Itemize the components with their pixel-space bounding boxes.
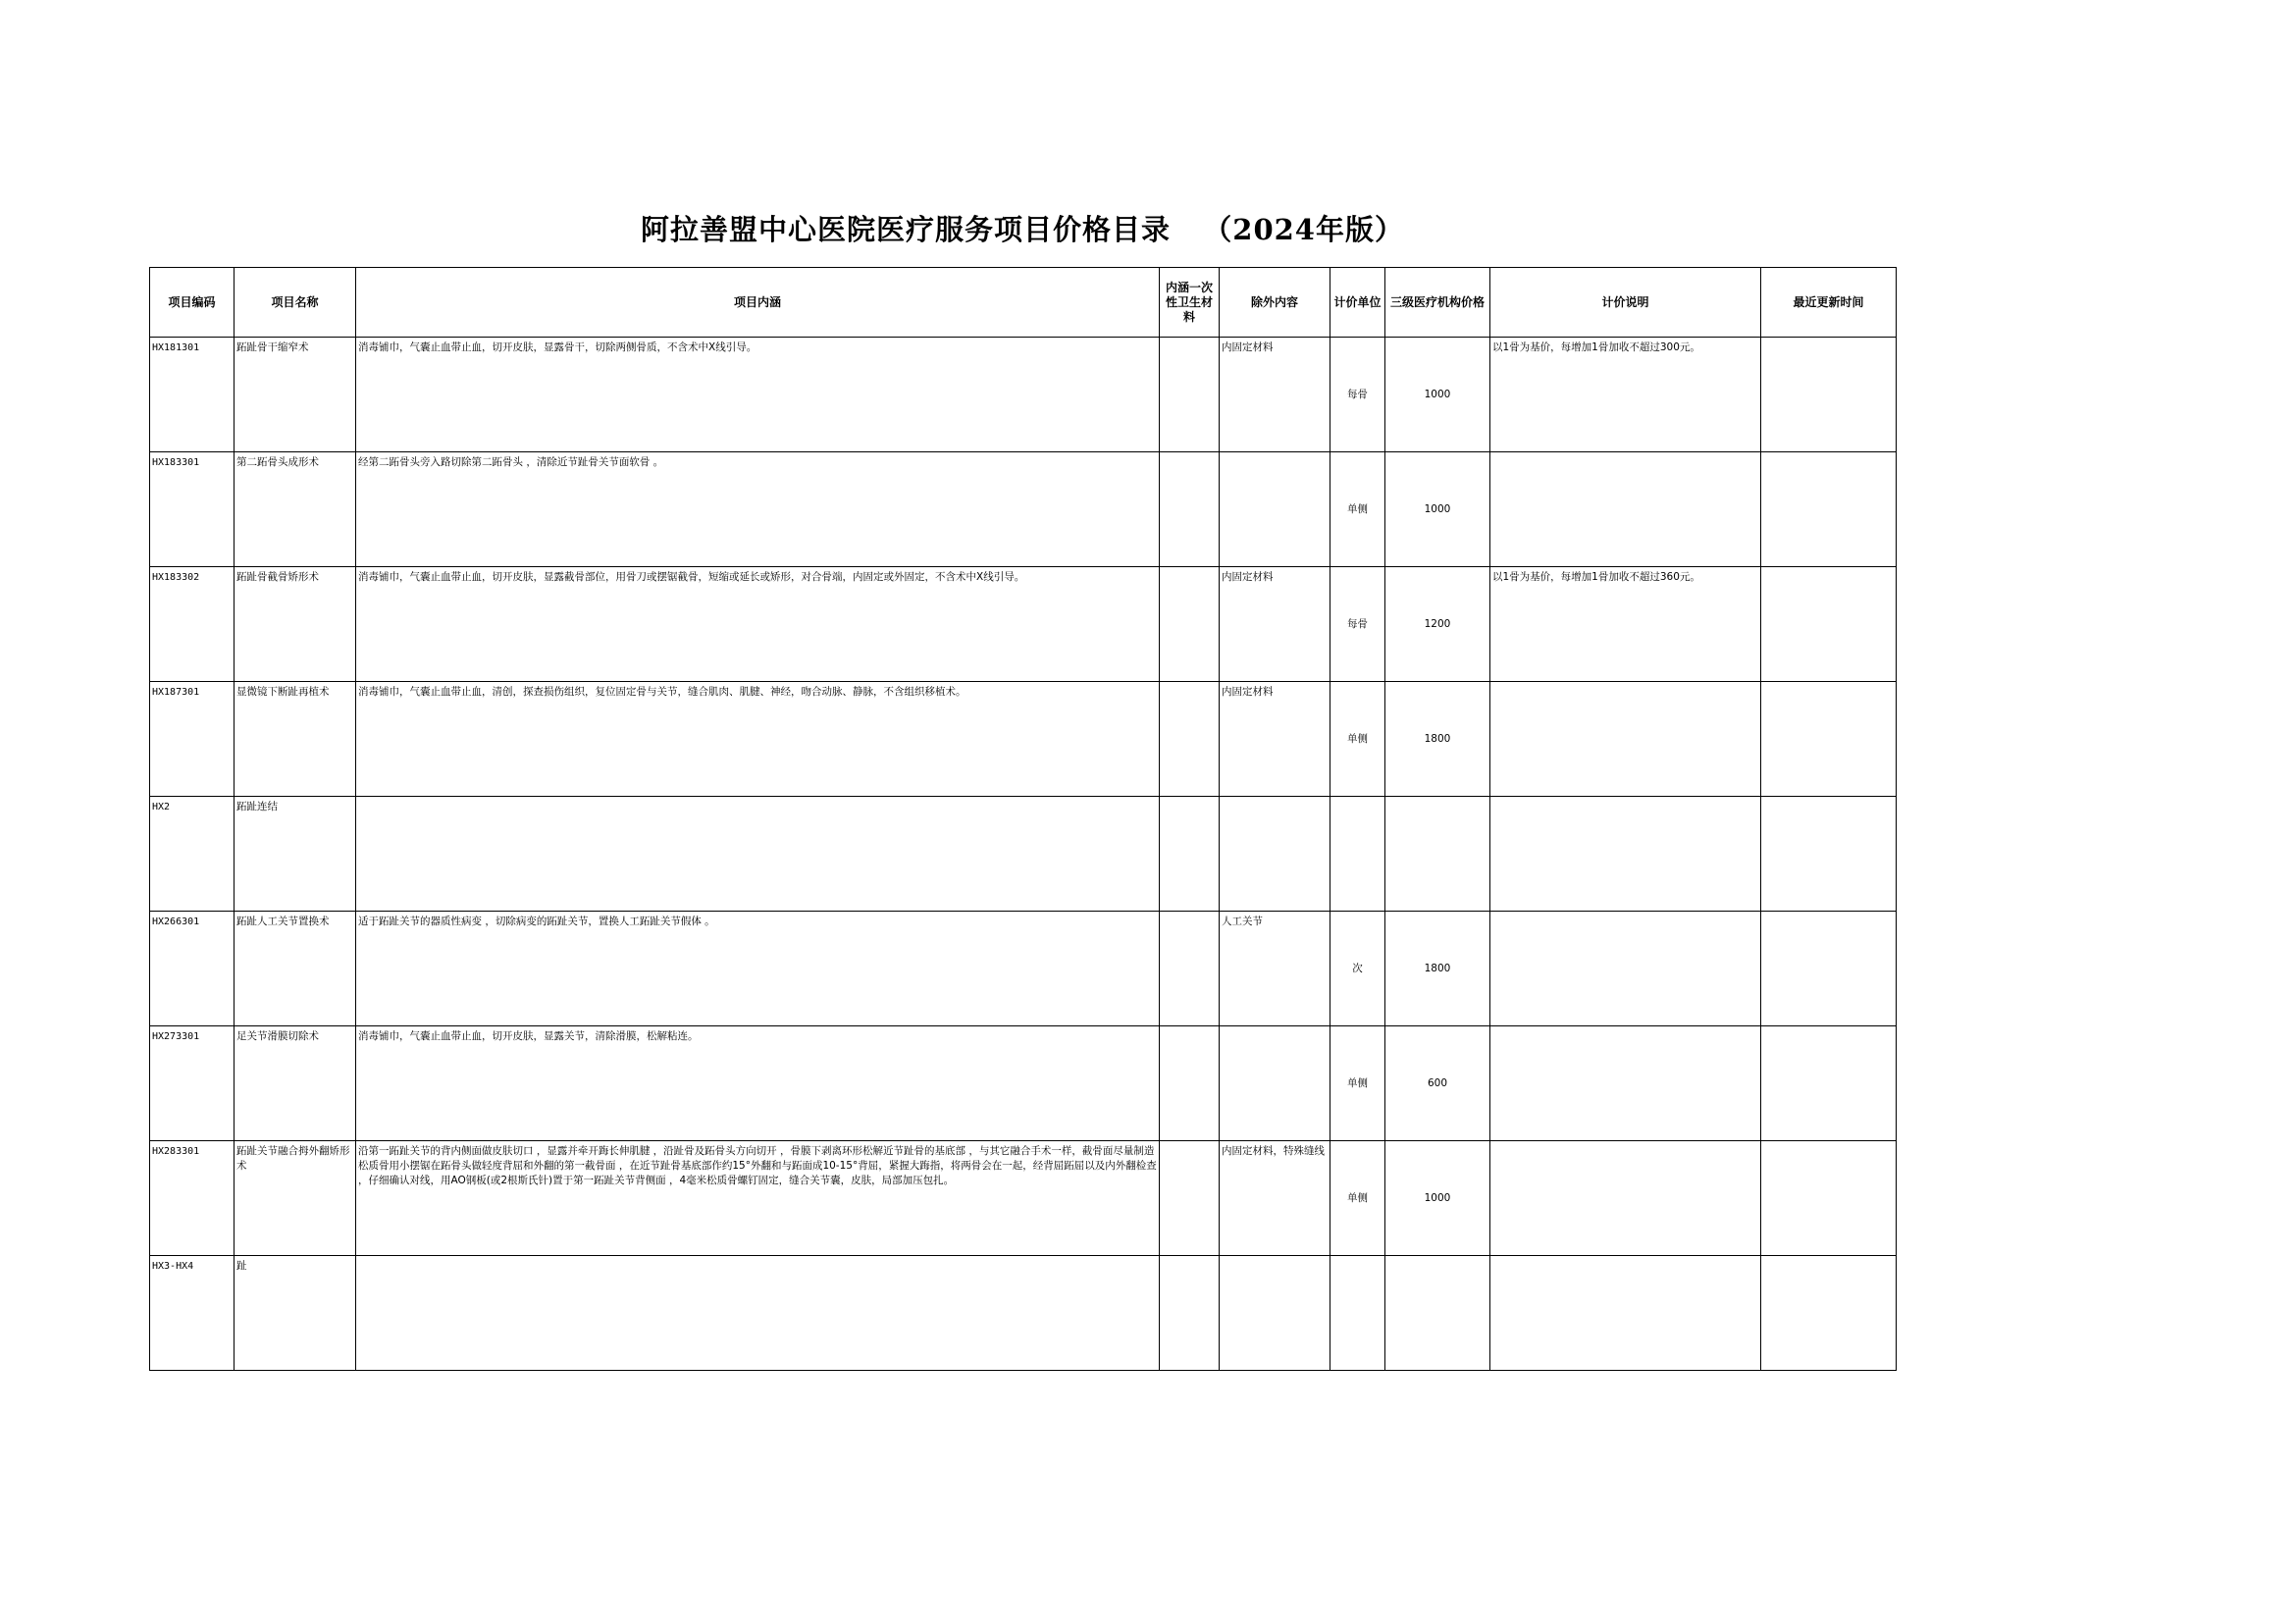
- cell-code: HX187301: [150, 682, 235, 797]
- cell-unit: 单侧: [1330, 682, 1385, 797]
- cell-disposables: [1160, 1141, 1220, 1256]
- cell-disposables: [1160, 1256, 1220, 1371]
- cell-updated: [1761, 912, 1897, 1026]
- cell-unit: [1330, 1256, 1385, 1371]
- column-header-pricing-note: 计价说明: [1490, 268, 1761, 338]
- cell-updated: [1761, 452, 1897, 567]
- cell-content: 消毒铺巾，气囊止血带止血，切开皮肤，显露骨干，切除两侧骨质，不含术中X线引导。: [356, 338, 1160, 452]
- cell-content: 消毒铺巾，气囊止血带止血，切开皮肤，显露截骨部位，用骨刀或摆锯截骨，短缩或延长或矫形，对合骨端，内固定或外固定，不含术中X线引导。: [356, 567, 1160, 682]
- cell-unit: 单侧: [1330, 1141, 1385, 1256]
- cell-exclusions: 内固定材料: [1220, 682, 1330, 797]
- column-header-code: 项目编码: [150, 268, 235, 338]
- column-header-updated: 最近更新时间: [1761, 268, 1897, 338]
- cell-name: 跖趾骨干缩窄术: [235, 338, 356, 452]
- cell-name: 趾: [235, 1256, 356, 1371]
- cell-code: HX3-HX4: [150, 1256, 235, 1371]
- cell-updated: [1761, 567, 1897, 682]
- cell-price: 1800: [1385, 912, 1490, 1026]
- cell-exclusions: [1220, 452, 1330, 567]
- cell-disposables: [1160, 912, 1220, 1026]
- cell-content: 沿第一跖趾关节的背内侧面做皮肤切口 ，显露并牵开踇长伸肌腱 ，沿趾骨及跖骨头方向切开 ，骨膜下剥离环形松解近节趾骨的基底部 ，与其它融合手术一样，截骨面尽量制造松质骨用小摆锯在跖骨头做轻度背屈和外翻的第一截骨面 ，在近节趾骨基底部作约15°外翻和与跖面成10-15°背屈，紧握大踇指，将两骨会在一起，经背屈跖屈以及内外翻检查 ，仔细确认对线，用AO钢板(或2根斯氏针)置于第一跖趾关节背侧面 ，4毫米松质骨螺钉固定，缝合关节囊，皮肤，局部加压包扎。: [356, 1141, 1160, 1256]
- cell-disposables: [1160, 338, 1220, 452]
- document-title: 阿拉善盟中心医院医疗服务项目价格目录 （2024年版）: [640, 213, 1404, 246]
- cell-updated: [1761, 338, 1897, 452]
- cell-updated: [1761, 1141, 1897, 1256]
- cell-content: 消毒铺巾，气囊止血带止血，切开皮肤，显露关节，清除滑膜，松解粘连。: [356, 1026, 1160, 1141]
- column-header-unit: 计价单位: [1330, 268, 1385, 338]
- price-table: [149, 267, 1897, 1371]
- cell-unit: 次: [1330, 912, 1385, 1026]
- table-row: [150, 338, 1897, 452]
- cell-code: HX266301: [150, 912, 235, 1026]
- cell-disposables: [1160, 682, 1220, 797]
- cell-name: 足关节滑膜切除术: [235, 1026, 356, 1141]
- cell-price: 600: [1385, 1026, 1490, 1141]
- cell-code: HX183301: [150, 452, 235, 567]
- cell-exclusions: 人工关节: [1220, 912, 1330, 1026]
- cell-pricing-note: [1490, 797, 1761, 912]
- cell-unit: 每骨: [1330, 338, 1385, 452]
- cell-pricing-note: 以1骨为基价，每增加1骨加收不超过360元。: [1490, 567, 1761, 682]
- cell-pricing-note: 以1骨为基价，每增加1骨加收不超过300元。: [1490, 338, 1761, 452]
- table-row: [150, 567, 1897, 682]
- cell-content: 经第二跖骨头旁入路切除第二跖骨头 ，清除近节趾骨关节面软骨 。: [356, 452, 1160, 567]
- cell-exclusions: [1220, 797, 1330, 912]
- cell-code: HX273301: [150, 1026, 235, 1141]
- cell-updated: [1761, 682, 1897, 797]
- cell-updated: [1761, 1256, 1897, 1371]
- cell-code: HX283301: [150, 1141, 235, 1256]
- cell-exclusions: [1220, 1256, 1330, 1371]
- cell-pricing-note: [1490, 1026, 1761, 1141]
- table-row: [150, 1026, 1897, 1141]
- cell-name: 跖趾关节融合拇外翻矫形术: [235, 1141, 356, 1256]
- cell-name: 第二跖骨头成形术: [235, 452, 356, 567]
- cell-price: 1000: [1385, 338, 1490, 452]
- cell-content: 消毒铺巾，气囊止血带止血，清创，探查损伤组织，复位固定骨与关节，缝合肌肉、肌腱、神经，吻合动脉、静脉，不含组织移植术。: [356, 682, 1160, 797]
- column-header-price: 三级医疗机构价格: [1385, 268, 1490, 338]
- cell-exclusions: [1220, 1026, 1330, 1141]
- cell-pricing-note: [1490, 682, 1761, 797]
- table-row: [150, 912, 1897, 1026]
- table-header-row: [150, 268, 1897, 338]
- cell-disposables: [1160, 452, 1220, 567]
- cell-price: [1385, 797, 1490, 912]
- cell-price: 1000: [1385, 1141, 1490, 1256]
- cell-updated: [1761, 1026, 1897, 1141]
- cell-price: [1385, 1256, 1490, 1371]
- cell-updated: [1761, 797, 1897, 912]
- cell-code: HX183302: [150, 567, 235, 682]
- cell-unit: 每骨: [1330, 567, 1385, 682]
- table-row: [150, 1256, 1897, 1371]
- cell-disposables: [1160, 797, 1220, 912]
- cell-code: HX181301: [150, 338, 235, 452]
- cell-price: 1000: [1385, 452, 1490, 567]
- cell-exclusions: 内固定材料，特殊缝线: [1220, 1141, 1330, 1256]
- cell-disposables: [1160, 567, 1220, 682]
- cell-code: HX2: [150, 797, 235, 912]
- cell-price: 1200: [1385, 567, 1490, 682]
- column-header-exclusions: 除外内容: [1220, 268, 1330, 338]
- cell-pricing-note: [1490, 1141, 1761, 1256]
- cell-name: 跖趾连结: [235, 797, 356, 912]
- cell-content: [356, 1256, 1160, 1371]
- cell-exclusions: 内固定材料: [1220, 567, 1330, 682]
- cell-unit: [1330, 797, 1385, 912]
- cell-pricing-note: [1490, 912, 1761, 1026]
- column-header-content: 项目内涵: [356, 268, 1160, 338]
- cell-price: 1800: [1385, 682, 1490, 797]
- table-row: [150, 682, 1897, 797]
- column-header-name: 项目名称: [235, 268, 356, 338]
- cell-pricing-note: [1490, 452, 1761, 567]
- cell-name: 跖趾人工关节置换术: [235, 912, 356, 1026]
- cell-pricing-note: [1490, 1256, 1761, 1371]
- column-header-disposables: 内涵一次性卫生材料: [1160, 268, 1220, 338]
- cell-name: 跖趾骨截骨矫形术: [235, 567, 356, 682]
- table-row: [150, 1141, 1897, 1256]
- table-row: [150, 452, 1897, 567]
- cell-unit: 单侧: [1330, 452, 1385, 567]
- cell-content: 适于跖趾关节的器质性病变 ，切除病变的跖趾关节，置换人工跖趾关节假体 。: [356, 912, 1160, 1026]
- cell-unit: 单侧: [1330, 1026, 1385, 1141]
- cell-content: [356, 797, 1160, 912]
- cell-name: 显微镜下断趾再植术: [235, 682, 356, 797]
- cell-disposables: [1160, 1026, 1220, 1141]
- table-row: [150, 797, 1897, 912]
- cell-exclusions: 内固定材料: [1220, 338, 1330, 452]
